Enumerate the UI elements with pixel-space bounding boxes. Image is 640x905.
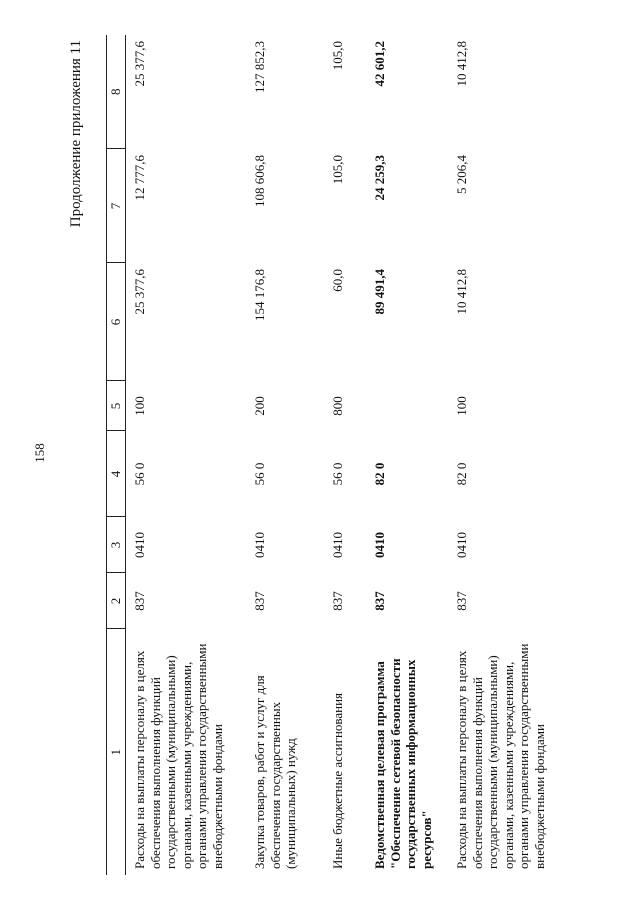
- table-row-program: [366, 35, 448, 875]
- row-amount-col6: 25 377,6: [132, 269, 147, 315]
- row-amount-col6: 154 176,8: [252, 269, 267, 321]
- header-col-8: 8: [107, 35, 126, 149]
- row-code-target: 56 0: [252, 462, 267, 486]
- rotated-document-body: [70, 30, 610, 875]
- header-col-7: 7: [107, 149, 126, 263]
- table-row: [448, 35, 574, 875]
- row-code-target: 56 0: [330, 462, 345, 486]
- row-code-admin: 837: [252, 591, 267, 611]
- row-name: Закупка товаров, работ и услуг для обеспечения государственных (муниципальных) нужд: [252, 675, 298, 869]
- table-row: [126, 35, 247, 875]
- row-amount-col8: 42 601,2: [372, 41, 387, 87]
- row-name: Ведомственная целевая программа "Обеспечение сетевой безопасности государственных информационных ресурсов": [372, 658, 434, 869]
- row-amount-col7: 24 259,3: [372, 155, 387, 201]
- appendix-caption: Продолжение приложения 11: [68, 40, 84, 228]
- header-col-5: 5: [107, 381, 126, 431]
- row-name: Расходы на выплаты персоналу в целях обеспечения выполнения функций государственными (муниципальными) органами, казенными учреждениями, органами управления государственными внебюджетными фондами: [132, 643, 225, 869]
- row-amount-col8: 127 852,3: [252, 41, 267, 93]
- table-row: [246, 35, 324, 875]
- table-header-row: [107, 35, 126, 875]
- row-code-section: 0410: [132, 532, 147, 558]
- header-col-3: 3: [107, 517, 126, 573]
- budget-table: [106, 35, 574, 875]
- row-amount-col7: 105,0: [330, 155, 345, 185]
- row-amount-col6: 10 412,8: [454, 269, 469, 315]
- row-code-admin: 837: [330, 591, 345, 611]
- row-code-expense-type: 100: [132, 396, 147, 416]
- row-code-section: 0410: [252, 532, 267, 558]
- row-amount-col8: 105,0: [330, 41, 345, 71]
- header-col-4: 4: [107, 431, 126, 517]
- row-code-target: 82 0: [454, 462, 469, 486]
- row-code-expense-type: [366, 381, 448, 431]
- row-amount-col8: 25 377,6: [132, 41, 147, 87]
- row-code-expense-type: 100: [454, 396, 469, 416]
- row-code-section: 0410: [330, 532, 345, 558]
- row-code-target: 82 0: [372, 462, 387, 486]
- header-col-1: 1: [107, 629, 126, 875]
- row-name: Иные бюджетные ассигнования: [330, 692, 345, 869]
- page-number: 158: [32, 443, 47, 463]
- row-name: Расходы на выплаты персоналу в целях обеспечения выполнения функций государственными (муниципальными) органами, казенными учреждениями, органами управления государственными внебюджетными фондами: [454, 643, 547, 869]
- row-code-admin: 837: [372, 591, 387, 611]
- row-amount-col7: 5 206,4: [454, 155, 469, 194]
- row-code-section: 0410: [454, 532, 469, 558]
- header-col-2: 2: [107, 573, 126, 629]
- row-code-target: 56 0: [132, 462, 147, 486]
- row-amount-col8: 10 412,8: [454, 41, 469, 87]
- row-amount-col6: 89 491,4: [372, 269, 387, 315]
- row-code-admin: 837: [454, 591, 469, 611]
- row-code-expense-type: 800: [330, 396, 345, 416]
- row-amount-col6: 60,0: [330, 269, 345, 292]
- row-code-section: 0410: [372, 532, 387, 558]
- row-code-admin: 837: [132, 591, 147, 611]
- row-amount-col7: 108 606,8: [252, 155, 267, 207]
- header-col-6: 6: [107, 263, 126, 381]
- row-amount-col7: 12 777,6: [132, 155, 147, 201]
- table-row: [324, 35, 366, 875]
- row-code-expense-type: 200: [252, 396, 267, 416]
